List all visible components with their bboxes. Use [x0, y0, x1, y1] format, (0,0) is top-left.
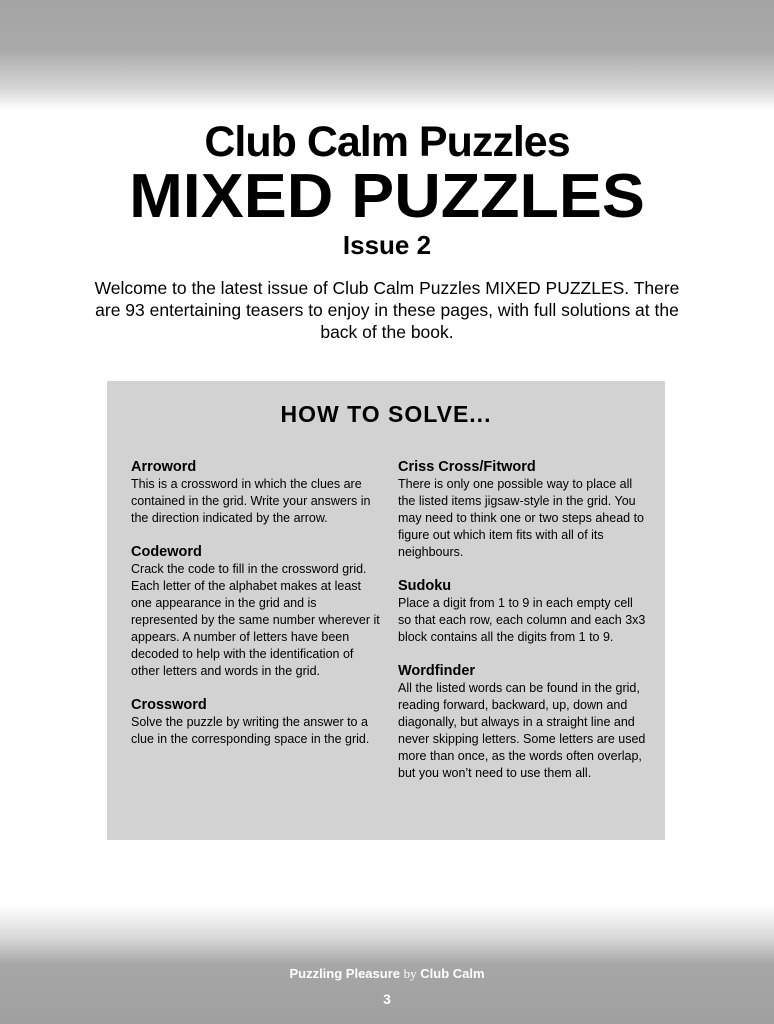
entry-title: Criss Cross/Fitword	[398, 459, 536, 475]
intro-paragraph: Welcome to the latest issue of Club Calm Puzzles MIXED PUZZLES. There are 93 entertaining teasers to enjoy in these pages, with full solutions at the back of the book.	[94, 278, 680, 342]
right-column	[398, 459, 648, 799]
entry-title: Wordfinder	[398, 663, 476, 679]
entry-text: Solve the puzzle by writing the answer to a clue in the corresponding space in the grid.	[131, 715, 370, 746]
entry-criss-cross	[398, 459, 648, 561]
footer-brand: Club Calm	[420, 966, 485, 981]
entry-title: Sudoku	[398, 578, 452, 594]
entry-crossword	[131, 697, 381, 748]
issue-label: Issue 2	[342, 230, 432, 260]
entry-text: Place a digit from 1 to 9 in each empty cell so that each row, each column and each 3x3 block contains all the digits from 1 to 9.	[398, 596, 646, 644]
entry-title: Codeword	[131, 544, 202, 560]
entry-arroword	[131, 459, 381, 527]
entry-title: Crossword	[131, 697, 207, 713]
page-title: MIXED PUZZLES	[129, 162, 645, 231]
how-to-solve-panel	[107, 381, 665, 840]
entry-wordfinder	[398, 663, 648, 782]
entry-text: Crack the code to fill in the crossword grid. Each letter of the alphabet makes at least one appearance in the grid and is represented by the same number wherever it appears. A number of letters have been decoded to help with the identification of other letters and words in the grid.	[131, 562, 380, 678]
footer-series: Puzzling Pleasure	[289, 966, 400, 981]
entry-text: There is only one possible way to place all the listed items jigsaw-style in the grid. You may need to think one or two steps ahead to figure out which item fits with all of its neighbours.	[398, 477, 644, 559]
footer-by: by	[403, 966, 417, 981]
left-column	[131, 459, 381, 765]
entry-sudoku	[398, 578, 648, 646]
panel-heading: HOW TO SOLVE...	[280, 401, 492, 427]
entry-text: This is a crossword in which the clues are contained in the grid. Write your answers in the direction indicated by the arrow.	[131, 477, 371, 525]
entry-codeword	[131, 544, 381, 680]
top-gradient-band	[0, 0, 774, 110]
entry-title: Arroword	[131, 459, 197, 475]
brand-title: Club Calm Puzzles	[204, 118, 570, 166]
page-number: 3	[383, 991, 391, 1007]
entry-text: All the listed words can be found in the grid, reading forward, backward, up, down and diagonally, but always in a straight line and never skipping letters. Some letters are used more than once, as the words often overlap, but you won’t need to use them all.	[398, 681, 646, 780]
footer-credit	[0, 965, 774, 983]
